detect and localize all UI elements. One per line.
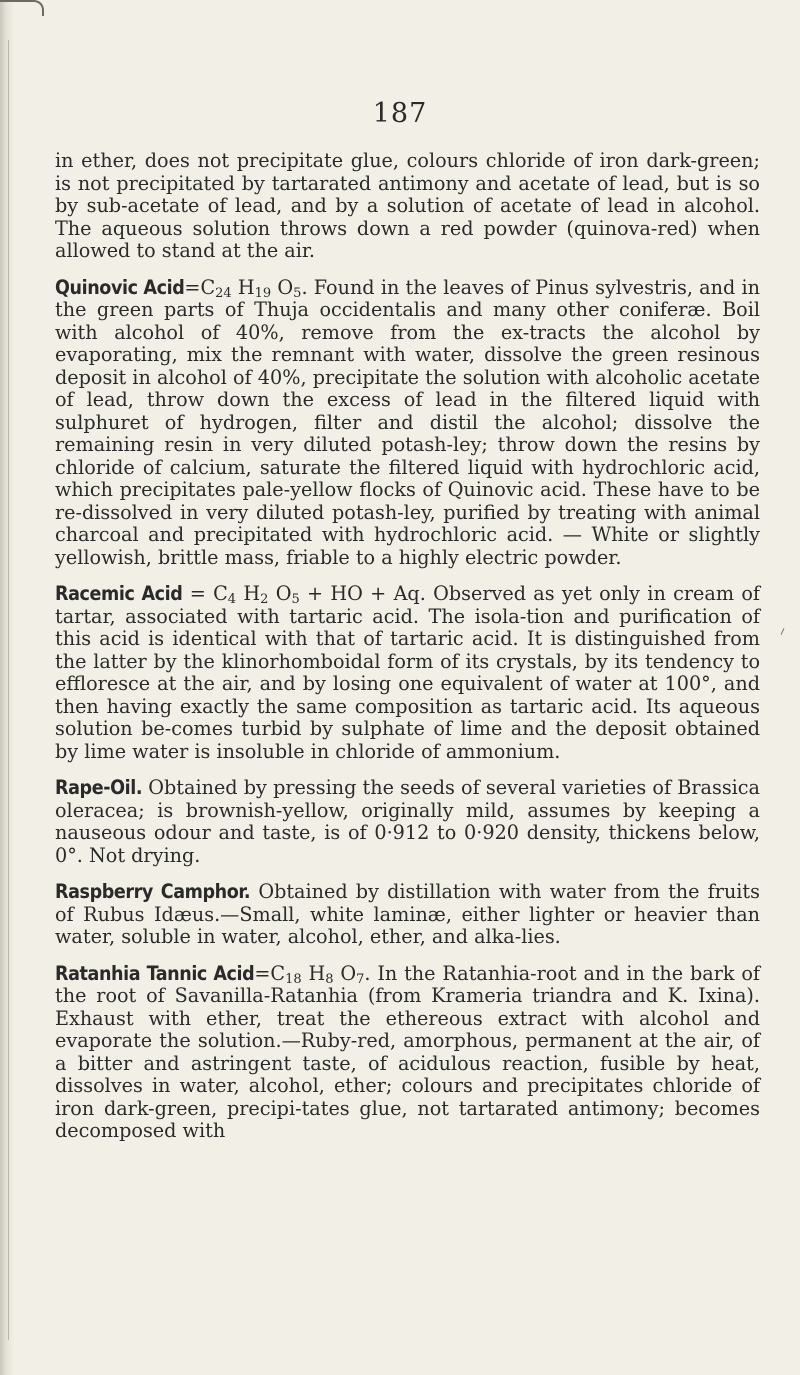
formula-text: . <box>301 275 314 299</box>
formula-subscript: 2 <box>260 592 269 607</box>
paragraph-body: in ether, does not precipitate glue, colours chloride of iron dark-green; is not precipitated by tartarated antimony and acetate of lead, but is so by sub-acetate of lead, and by a solution of acetate of lead in alcohol. The aqueous solution throws down a red powder (quinova-red) when allowed to stand at the air. <box>55 149 760 262</box>
formula-subscript: 5 <box>291 592 300 607</box>
entry-headword: Ratanhia Tannic Acid <box>55 961 255 985</box>
paragraph-ether-continuation <box>55 150 760 263</box>
formula-text: =C <box>184 275 216 299</box>
entry-body: Obtained by pressing the seeds of several varieties of Brassica oleracea; is brownish-yellow, originally mild, assumes by keeping a nauseous odour and taste, is of 0·912 to 0·920 density, thickens below, 0°. Not drying. <box>55 776 760 867</box>
formula-text: H <box>236 582 261 605</box>
entry-ratanhia-tannic-acid <box>55 963 760 1143</box>
formula-text: + HO + Aq. <box>299 582 434 605</box>
entry-body: Found in the leaves of Pinus sylvestris, and in the green parts of Thuja occidentalis and many other coniferæ. Boil with alcohol of 40%, remove from the ex-tracts the alcohol by evaporating, mix the remnant with water, dissolve the green resinous deposit in alcohol of 40%, precipitate the solution with alcoholic acetate of lead, throw down the excess of lead in the filtered liquid with sulphuret of hydrogen, filter and distil the alcohol; dissolve the remaining resin in very diluted potash-ley; throw down the resins by chloride of calcium, saturate the filtered liquid with hydrochloric acid, which precipitates pale-yellow flocks of Quinovic acid. These have to be re-dissolved in very diluted potash-ley, purified by treating with animal charcoal and precipitated with hydrochloric acid. — White or slightly yellowish, brittle mass, friable to a highly electric powder. <box>55 275 760 569</box>
page-gutter <box>0 0 28 1375</box>
entry-quinovic-acid <box>55 277 760 570</box>
entry-headword: Quinovic Acid <box>55 275 185 299</box>
formula-text: H <box>231 275 255 299</box>
formula-subscript: 18 <box>285 971 302 987</box>
formula-subscript: 8 <box>325 971 334 987</box>
entry-headword: Rape-Oil. <box>55 776 143 799</box>
formula-text: =C <box>254 961 286 985</box>
formula-text: O <box>333 961 357 985</box>
formula-text: O <box>271 275 294 299</box>
entry-racemic-acid <box>55 583 760 763</box>
entry-raspberry-camphor <box>55 881 760 949</box>
margin-mark <box>781 628 785 635</box>
entry-headword: Racemic Acid <box>55 582 183 605</box>
formula-subscript: 7 <box>356 971 365 987</box>
formula-subscript: 5 <box>293 285 302 301</box>
formula-text: . <box>364 961 378 985</box>
formula-subscript: 24 <box>215 285 232 301</box>
entry-body: In the Ratanhia-root and in the bark of the root of Savanilla-Ratanhia (from Krameria triandra and K. Ixina). Exhaust with ether, treat the ethereous extract with alcohol and evaporate the solution.—Ruby-red, amorphous, permanent at the air, of a bitter and astringent taste, of acidulous reaction, fusible by heat, dissolves in water, alcohol, ether; colours and precipitates chloride of iron dark-green, precipi-tates glue, not tartarated antimony; becomes decomposed with <box>55 961 760 1142</box>
chemical-formula <box>254 962 377 985</box>
formula-subscript: 19 <box>254 285 272 301</box>
entry-body: Obtained by distillation with water from the fruits of Rubus Idæus.—Small, white laminæ, either lighter or heavier than water, soluble in water, alcohol, ether, and alka-lies. <box>55 880 760 948</box>
page-number: 187 <box>372 98 428 129</box>
formula-subscript: 4 <box>227 592 237 607</box>
formula-text: = C <box>182 582 228 605</box>
formula-text: O <box>268 582 292 605</box>
gutter-line <box>8 40 9 1340</box>
entry-headword: Raspberry Camphor. <box>55 880 251 903</box>
binding-mark <box>0 0 44 16</box>
page-text <box>55 150 760 1157</box>
entry-rape-oil <box>55 777 760 867</box>
chemical-formula <box>182 582 433 605</box>
entry-body: Observed as yet only in cream of tartar, associated with tartaric acid. The isola-tion and purification of this acid is identical with that of tartaric acid. It is distinguished from the latter by the klinorhomboidal form of its crystals, by its tendency to effloresce at the air, and by losing one equivalent of water at 100°, and then having exactly the same composition as tartaric acid. Its aqueous solution be-comes turbid by sulphate of lime and the deposit obtained by lime water is insoluble in chloride of ammonium. <box>55 582 760 763</box>
chemical-formula <box>184 276 313 299</box>
formula-text: H <box>301 961 326 985</box>
